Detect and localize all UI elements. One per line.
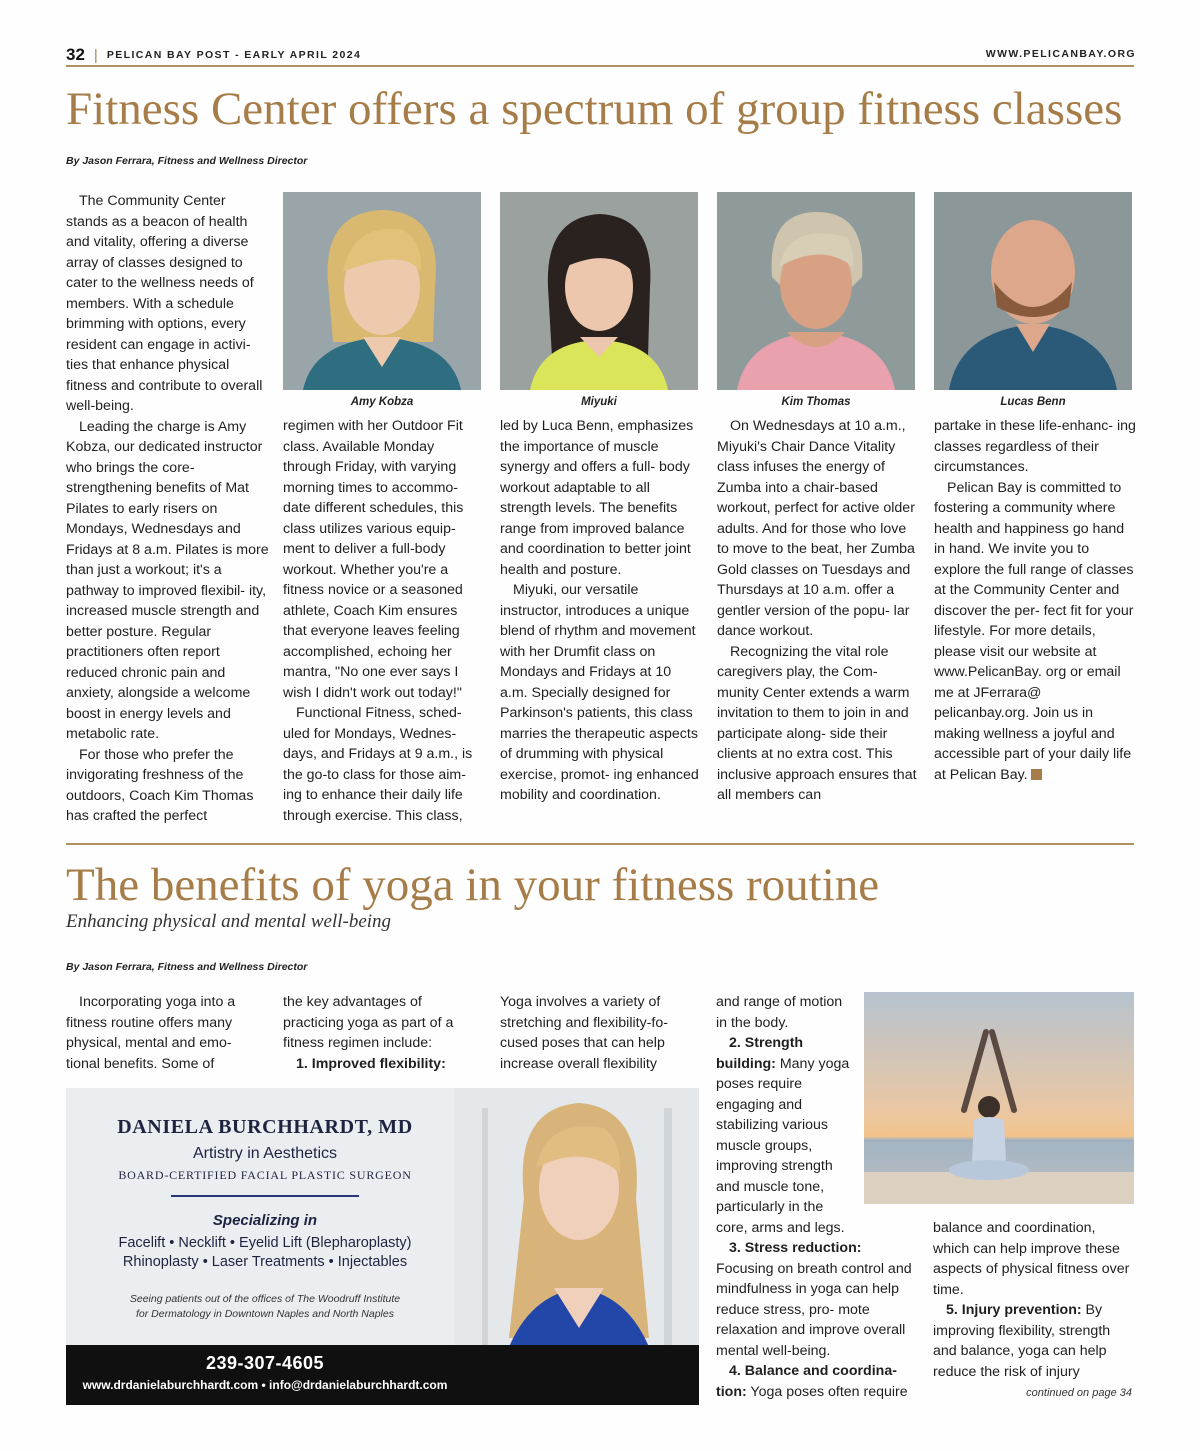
paragraph: The Community Center stands as a beacon of health and vitality, offering a diverse array of classes designed to cater to the wellness needs of members. With a schedule brimming with options, every resident can engage in activi- ties that enhance physical fitness and contribute to overall well-being. [66,193,263,414]
section-divider [66,843,1134,845]
paragraph-text: Pelican Bay is committed to fostering a community where health and happiness go hand in hand. We invite you to explore the full range of classes at the Community Center and discover the per- fect fit for your lifestyle. For more details, please visit our website at www.PelicanBay. org or email me at JFerrara@ pelicanbay.org. Join us in making wellness a joyful and accessible part of your daily life at Pelican Bay. [934,479,1134,783]
ad-specializing: Specializing in [212,1212,318,1229]
ad-services: Facelift • Necklift • Eyelid Lift (Blepharoplasty) [118,1235,412,1251]
article2-col2 [283,992,485,1074]
article2-subhead: Enhancing physical and mental well-being [66,911,392,932]
paragraph: the key advantages of practicing yoga as part of a fitness regimen include: [283,994,454,1051]
photo-kim-thomas [717,192,915,390]
paragraph: regimen with her Outdoor Fit class. Available Monday through Friday, with varying morning times to accommo- date different schedules, this class utilizes various equip- ment to deliver a full-body workout. Whether you're a fitness novice or a seasoned athlete, Coach Kim ensures that everyone leaves feeling accomplished, echoing her mantra, "No one ever says I wish I didn't work out today!" [283,418,464,701]
end-of-story-icon [1031,769,1042,780]
yoga-photo [864,992,1134,1204]
photo-lucas-benn [934,192,1132,390]
article2-col3 [500,992,702,1074]
ad-certification: BOARD-CERTIFIED FACIAL PLASTIC SURGEON [118,1168,412,1182]
paragraph: Incorporating yoga into a fitness routine offers many physical, mental and emo- tional benefits. Some of [66,994,236,1072]
paragraph: On Wednesdays at 10 a.m., Miyuki's Chair Dance Vitality class infuses the energy of Zumba into a chair-based workout, perfect for active older adults. And for those who love to move to the beat, her Zumba Gold classes on Tuesdays and Thursdays at 10 a.m. offer a gentler version of the popu- lar dance workout. [717,418,915,639]
photo-miyuki [500,192,698,390]
paragraph: For those who prefer the invigorating freshness of the outdoors, Coach Kim Thomas has crafted the perfect [66,746,254,824]
paragraph: Leading the charge is Amy Kobza, our dedicated instructor who brings the core-strengthening benefits of Mat Pilates to early risers on Mondays, Wednesdays and Fridays at 8 a.m. Pilates is more than just a workout; it's a pathway to improved flexibil- ity, increased muscle strength and better posture. Regular practitioners often report reduced chronic pain and anxiety, alongside a welcome boost in energy levels and metabolic rate. [66,418,269,742]
paragraph: balance and coordination, which can help improve these aspects of physical fitness over time. [933,1220,1130,1298]
article1-byline: By Jason Ferrara, Fitness and Wellness Director [66,155,308,167]
paragraph: Miyuki, our versatile instructor, introduces a unique blend of rhythm and movement with her Drumfit class on Mondays and Fridays at 10 a.m. Specially designed for Parkinson's patients, this class marries the therapeutic aspects of drumming with physical exercise, promot- ing enhanced mobility and coordination. [500,582,699,803]
ad-doctor-name: DANIELA BURCHHARDT, MD [117,1116,413,1138]
article1-col4 [717,416,919,806]
article2-col4-bottom [716,1238,918,1402]
publication-title: PELICAN BAY POST - EARLY APRIL 2024 [106,49,362,61]
paragraph: Functional Fitness, sched- uled for Mondays, Wednes- days, and Fridays at 9 a.m., is the go-to class for those aim- ing to enhance their daily life through exercise. This class, [283,705,473,824]
header-separator: | [93,46,98,64]
paragraph [934,478,1136,786]
paragraph: Recognizing the vital role caregivers play, the Com- munity Center extends a warm invitation to them to join in and participate along- side their clients at no extra cost. This inclusive approach ensures that all members can [717,643,917,803]
ad-divider [171,1195,359,1197]
list-item-title: 3. Stress reduction: [729,1240,862,1256]
photo-caption: Kim Thomas [781,396,851,408]
list-item-title: 4. Balance and coordina- tion: [716,1363,897,1400]
article1-col3 [500,416,702,806]
list-item-text: Yoga poses often require [750,1383,908,1400]
photo-amy-kobza [283,192,481,390]
ad-office-note [66,1292,464,1322]
photo-caption: Lucas Benn [1000,396,1066,408]
website-link[interactable]: WWW.PELICANBAY.ORG [985,48,1136,60]
list-item [716,1238,918,1361]
photo-caption: Amy Kobza [350,396,414,408]
list-item-title: 2. Strength building: [716,1035,804,1072]
page-header [66,44,361,66]
list-heading: 1. Improved flexibility: [296,1055,446,1072]
paragraph: partake in these life-enhanc- ing classes regardless of their circumstances. [934,418,1136,475]
ad-note-line: for Dermatology in Downtown Naples and North Naples [136,1308,394,1320]
continued-note: continued on page 34 [1026,1387,1132,1399]
list-item-title: 5. Injury prevention: [946,1302,1082,1318]
paragraph: Yoga involves a variety of stretching and flexibility-fo- cused poses that can help increase overall flexibility [500,994,668,1072]
header-rule [66,65,1134,67]
article2-byline: By Jason Ferrara, Fitness and Wellness Director [66,961,308,973]
article1-col2 [283,416,483,826]
article2-col1 [66,992,266,1074]
article1-col5 [934,416,1136,785]
list-item-text: By improving flexibility, strength and balance, yoga can help reduce the risk of injury [933,1302,1111,1380]
ad-services: Rhinoplasty • Laser Treatments • Injectables [122,1254,408,1270]
list-item-text: Many yoga poses require engaging and stabilizing various muscle groups, improving strength and muscle tone, particularly in the core, arms and legs. [716,1055,850,1236]
article2-headline: The benefits of yoga in your fitness routine [66,859,880,911]
ad-tagline: Artistry in Aesthetics [192,1145,338,1162]
ad-phone[interactable]: 239-307-4605 [205,1353,325,1373]
paragraph: and range of motion in the body. [716,994,843,1031]
paragraph: led by Luca Benn, emphasizes the importance of muscle synergy and offers a full- body workout adaptable to all strength levels. The benefits range from improved balance and coordination to better joint health and posture. [500,418,694,578]
article2-col4-top [716,992,852,1238]
list-item [716,1033,852,1238]
list-item [716,1361,918,1402]
photo-caption: Miyuki [581,396,617,408]
advertisement[interactable] [66,1088,699,1405]
ad-website[interactable]: www.drdanielaburchhardt.com • info@drdanielaburchhardt.com [82,1378,448,1392]
article1-col1 [66,191,269,827]
ad-note-line: Seeing patients out of the offices of The Woodruff Institute [129,1293,401,1305]
article2-col5 [933,1218,1135,1382]
article1-headline: Fitness Center offers a spectrum of group fitness classes [66,83,1123,135]
list-item [933,1300,1135,1382]
list-item-text: Focusing on breath control and mindfulness in yoga can help reduce stress, pro- mote relaxation and improve overall mental well-being. [716,1260,912,1359]
page-number: 32 [66,45,85,64]
